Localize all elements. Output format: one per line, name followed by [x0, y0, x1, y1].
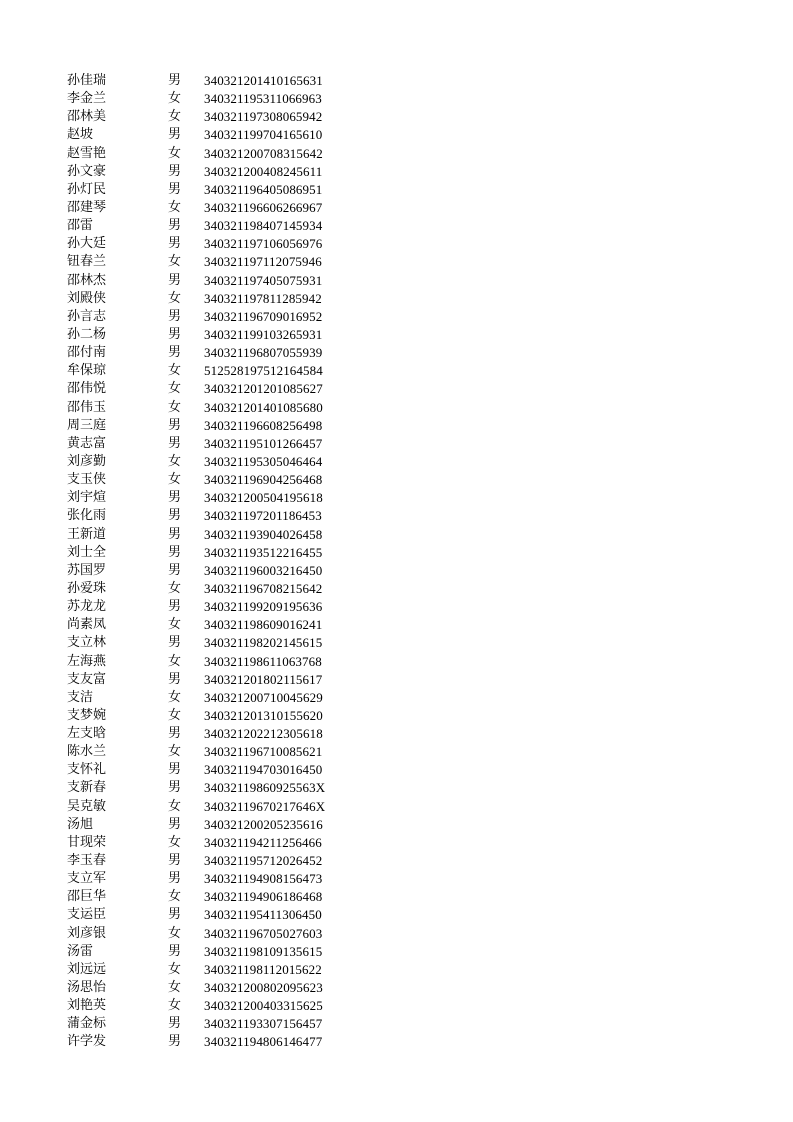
- gender-cell: 男: [168, 907, 182, 923]
- name-cell: 左海燕: [67, 653, 107, 669]
- id-number-cell: 340321195712026452: [204, 853, 323, 869]
- table-row: [67, 562, 357, 580]
- gender-cell: 女: [168, 961, 182, 977]
- id-number-cell: 340321197106056976: [204, 236, 323, 252]
- table-row: [67, 906, 357, 924]
- name-cell: 孙爱珠: [67, 580, 107, 596]
- name-cell: 黄志富: [67, 435, 107, 451]
- name-cell: 王新道: [67, 526, 107, 542]
- id-number-cell: 340321198202145615: [204, 635, 323, 651]
- id-number-cell: 340321196705027603: [204, 925, 323, 941]
- name-cell: 赵坡: [67, 127, 94, 143]
- id-number-cell: 340321197201186453: [204, 508, 322, 524]
- id-number-cell: 512528197512164584: [204, 363, 323, 379]
- table-row: [67, 471, 357, 489]
- table-row: [67, 344, 357, 362]
- name-cell: 邵林杰: [67, 272, 107, 288]
- gender-cell: 女: [168, 91, 182, 107]
- id-number-cell: 340321200205235616: [204, 816, 323, 832]
- id-number-cell: 340321194211256466: [204, 834, 322, 850]
- name-cell: 孙二杨: [67, 326, 107, 342]
- gender-cell: 女: [168, 199, 182, 215]
- table-row: [67, 435, 357, 453]
- gender-cell: 男: [168, 508, 182, 524]
- table-row: [67, 290, 357, 308]
- gender-cell: 女: [168, 653, 182, 669]
- gender-cell: 男: [168, 1016, 182, 1032]
- id-number-cell: 340321196606266967: [204, 199, 323, 215]
- id-number-cell: 340321198611063768: [204, 653, 322, 669]
- id-number-cell: 340321194806146477: [204, 1034, 323, 1050]
- id-number-cell: 340321198112015622: [204, 961, 322, 977]
- name-cell: 许学发: [67, 1034, 107, 1050]
- id-number-cell: 340321198407145934: [204, 218, 323, 234]
- table-row: [67, 181, 357, 199]
- gender-cell: 女: [168, 707, 182, 723]
- table-row: [67, 743, 357, 761]
- name-cell: 刘远远: [67, 961, 107, 977]
- gender-cell: 女: [168, 744, 182, 760]
- id-number-cell: 340321197811285942: [204, 290, 322, 306]
- name-cell: 邵林美: [67, 109, 107, 125]
- id-number-cell: 340321200408245611: [204, 163, 323, 179]
- gender-cell: 女: [168, 363, 182, 379]
- table-row: [67, 489, 357, 507]
- table-row: [67, 380, 357, 398]
- id-number-cell: 34032119670217646X: [204, 798, 326, 814]
- gender-cell: 女: [168, 889, 182, 905]
- gender-cell: 男: [168, 562, 182, 578]
- id-number-cell: 340321199209195636: [204, 599, 323, 615]
- name-cell: 刘士全: [67, 544, 107, 560]
- table-row: [67, 779, 357, 797]
- gender-cell: 男: [168, 762, 182, 778]
- name-cell: 汤思怡: [67, 980, 107, 996]
- gender-cell: 女: [168, 254, 182, 270]
- gender-cell: 女: [168, 980, 182, 996]
- name-cell: 甘现荣: [67, 834, 107, 850]
- id-number-cell: 340321199103265931: [204, 326, 323, 342]
- id-number-cell: 340321201410165631: [204, 73, 323, 88]
- name-cell: 邵付南: [67, 345, 107, 361]
- gender-cell: 男: [168, 308, 182, 324]
- gender-cell: 男: [168, 272, 182, 288]
- id-number-cell: 340321200708315642: [204, 145, 323, 161]
- table-row: [67, 163, 357, 181]
- table-row: [67, 199, 357, 217]
- id-number-cell: 340321196608256498: [204, 417, 323, 433]
- table-row: [67, 1015, 357, 1033]
- gender-cell: 男: [168, 780, 182, 796]
- table-row: [67, 90, 357, 108]
- table-row: [67, 108, 357, 126]
- gender-cell: 男: [168, 943, 182, 959]
- table-row: [67, 217, 357, 235]
- table-row: [67, 834, 357, 852]
- id-number-cell: 340321195411306450: [204, 907, 322, 923]
- name-cell: 刘殿侠: [67, 290, 107, 306]
- name-cell: 汤旭: [67, 816, 94, 832]
- name-cell: 苏龙龙: [67, 599, 107, 615]
- id-number-cell: 340321201310155620: [204, 707, 323, 723]
- name-cell: 蒲金标: [67, 1016, 107, 1032]
- gender-cell: 女: [168, 399, 182, 415]
- gender-cell: 男: [168, 853, 182, 869]
- table-row: [67, 707, 357, 725]
- id-number-cell: 340321199704165610: [204, 127, 323, 143]
- name-cell: 钮春兰: [67, 254, 107, 270]
- name-cell: 刘艳英: [67, 998, 107, 1014]
- table-row: [67, 272, 357, 290]
- name-cell: 邵建琴: [67, 199, 107, 215]
- id-number-cell: 340321201201085627: [204, 381, 323, 397]
- id-number-cell: 340321194703016450: [204, 762, 323, 778]
- table-row: [67, 689, 357, 707]
- gender-cell: 男: [168, 635, 182, 651]
- table-row: [67, 634, 357, 652]
- gender-cell: 男: [168, 345, 182, 361]
- name-cell: 孙言志: [67, 308, 107, 324]
- table-row: [67, 417, 357, 435]
- id-number-cell: 340321197112075946: [204, 254, 322, 270]
- id-number-cell: 340321196405086951: [204, 181, 323, 197]
- id-number-cell: 340321195305046464: [204, 453, 323, 469]
- name-cell: 支立林: [67, 635, 107, 651]
- id-number-cell: 340321196710085621: [204, 744, 323, 760]
- name-cell: 孙佳瑞: [67, 73, 107, 88]
- table-row: [67, 616, 357, 634]
- gender-cell: 男: [168, 1034, 182, 1050]
- name-cell: 支运臣: [67, 907, 107, 923]
- name-cell: 支怀礼: [67, 762, 107, 778]
- name-cell: 邵雷: [67, 218, 94, 234]
- gender-cell: 男: [168, 526, 182, 542]
- gender-cell: 男: [168, 127, 182, 143]
- gender-cell: 女: [168, 580, 182, 596]
- table-row: [67, 253, 357, 271]
- id-number-cell: 340321196003216450: [204, 562, 323, 578]
- gender-cell: 男: [168, 599, 182, 615]
- id-number-cell: 340321195311066963: [204, 91, 322, 107]
- id-number-cell: 340321200802095623: [204, 980, 323, 996]
- gender-cell: 男: [168, 73, 182, 88]
- table-row: [67, 145, 357, 163]
- id-number-cell: 340321196904256468: [204, 472, 323, 488]
- table-row: [67, 453, 357, 471]
- name-cell: 支立军: [67, 871, 107, 887]
- name-cell: 邵伟玉: [67, 399, 107, 415]
- name-cell: 张化雨: [67, 508, 107, 524]
- table-row: [67, 507, 357, 525]
- records-table: [67, 72, 357, 1052]
- name-cell: 邵巨华: [67, 889, 107, 905]
- gender-cell: 女: [168, 453, 182, 469]
- name-cell: 李玉春: [67, 853, 107, 869]
- gender-cell: 女: [168, 145, 182, 161]
- table-row: [67, 598, 357, 616]
- table-row: [67, 326, 357, 344]
- name-cell: 支新春: [67, 780, 107, 796]
- table-row: [67, 399, 357, 417]
- gender-cell: 男: [168, 326, 182, 342]
- gender-cell: 女: [168, 798, 182, 814]
- id-number-cell: 340321197308065942: [204, 109, 323, 125]
- name-cell: 吴克敏: [67, 798, 107, 814]
- name-cell: 尚素凤: [67, 617, 107, 633]
- gender-cell: 女: [168, 381, 182, 397]
- id-number-cell: 340321200710045629: [204, 689, 323, 705]
- gender-cell: 男: [168, 181, 182, 197]
- id-number-cell: 340321196807055939: [204, 345, 323, 361]
- table-row: [67, 997, 357, 1015]
- gender-cell: 女: [168, 617, 182, 633]
- id-number-cell: 340321202212305618: [204, 726, 323, 742]
- name-cell: 周三庭: [67, 417, 107, 433]
- name-cell: 李金兰: [67, 91, 107, 107]
- id-number-cell: 340321198109135615: [204, 943, 323, 959]
- gender-cell: 男: [168, 218, 182, 234]
- table-row: [67, 870, 357, 888]
- table-row: [67, 362, 357, 380]
- name-cell: 赵雪艳: [67, 145, 107, 161]
- name-cell: 邵伟悦: [67, 381, 107, 397]
- name-cell: 牟保琼: [67, 363, 107, 379]
- table-row: [67, 72, 357, 90]
- gender-cell: 女: [168, 689, 182, 705]
- id-number-cell: 340321201401085680: [204, 399, 323, 415]
- gender-cell: 男: [168, 726, 182, 742]
- gender-cell: 男: [168, 417, 182, 433]
- gender-cell: 男: [168, 871, 182, 887]
- name-cell: 孙大廷: [67, 236, 107, 252]
- table-row: [67, 126, 357, 144]
- table-row: [67, 852, 357, 870]
- table-row: [67, 725, 357, 743]
- id-number-cell: 340321193904026458: [204, 526, 323, 542]
- name-cell: 支梦婉: [67, 707, 107, 723]
- table-row: [67, 544, 357, 562]
- table-row: [67, 979, 357, 997]
- gender-cell: 男: [168, 490, 182, 506]
- gender-cell: 女: [168, 109, 182, 125]
- table-row: [67, 235, 357, 253]
- gender-cell: 男: [168, 163, 182, 179]
- gender-cell: 男: [168, 671, 182, 687]
- table-row: [67, 925, 357, 943]
- id-number-cell: 340321196709016952: [204, 308, 323, 324]
- gender-cell: 男: [168, 236, 182, 252]
- name-cell: 刘彦银: [67, 925, 107, 941]
- gender-cell: 男: [168, 816, 182, 832]
- table-row: [67, 580, 357, 598]
- table-row: [67, 1033, 357, 1051]
- table-row: [67, 526, 357, 544]
- name-cell: 支玉侠: [67, 472, 107, 488]
- name-cell: 刘彦勤: [67, 453, 107, 469]
- table-row: [67, 761, 357, 779]
- table-row: [67, 888, 357, 906]
- id-number-cell: 340321195101266457: [204, 435, 323, 451]
- id-number-cell: 340321194906186468: [204, 889, 323, 905]
- table-row: [67, 671, 357, 689]
- table-row: [67, 943, 357, 961]
- table-row: [67, 308, 357, 326]
- table-row: [67, 961, 357, 979]
- name-cell: 左支晗: [67, 726, 107, 742]
- id-number-cell: 340321194908156473: [204, 871, 323, 887]
- name-cell: 孙灯民: [67, 181, 107, 197]
- name-cell: 陈水兰: [67, 744, 107, 760]
- gender-cell: 女: [168, 472, 182, 488]
- name-cell: 孙文豪: [67, 163, 107, 179]
- gender-cell: 女: [168, 998, 182, 1014]
- id-number-cell: 340321196708215642: [204, 580, 323, 596]
- id-number-cell: 340321193512216455: [204, 544, 323, 560]
- table-row: [67, 798, 357, 816]
- id-number-cell: 340321201802115617: [204, 671, 323, 687]
- id-number-cell: 340321197405075931: [204, 272, 323, 288]
- gender-cell: 女: [168, 290, 182, 306]
- table-row: [67, 653, 357, 671]
- id-number-cell: 340321198609016241: [204, 617, 323, 633]
- name-cell: 苏国罗: [67, 562, 107, 578]
- id-number-cell: 340321200504195618: [204, 490, 323, 506]
- id-number-cell: 340321200403315625: [204, 998, 323, 1014]
- gender-cell: 男: [168, 544, 182, 560]
- name-cell: 刘宇煊: [67, 490, 107, 506]
- name-cell: 支友富: [67, 671, 107, 687]
- table-row: [67, 816, 357, 834]
- name-cell: 汤雷: [67, 943, 94, 959]
- name-cell: 支洁: [67, 689, 94, 705]
- gender-cell: 男: [168, 435, 182, 451]
- id-number-cell: 34032119860925563X: [204, 780, 326, 796]
- gender-cell: 女: [168, 834, 182, 850]
- id-number-cell: 340321193307156457: [204, 1016, 323, 1032]
- gender-cell: 女: [168, 925, 182, 941]
